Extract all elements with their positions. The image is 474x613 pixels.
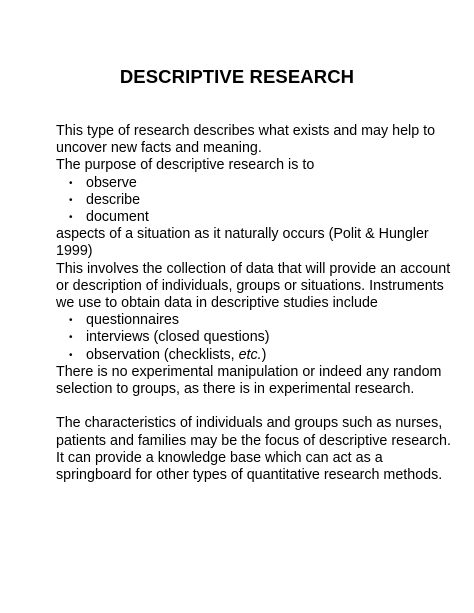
page-title: DESCRIPTIVE RESEARCH [119,66,355,87]
characteristics-paragraph: The characteristics of individuals and groups such as nurses, patients and families may be the focus of descriptive research. It can provide a knowledge base which can act as a springboard for other types of quantitative research methods. [56,415,451,484]
list-item-text: observe [86,174,137,191]
list-item-text-suffix: ) [261,346,267,363]
instruments-list [56,312,456,364]
bullet-icon: • [69,315,73,327]
list-item [56,209,456,226]
citation-paragraph: aspects of a situation as it naturally occurs (Polit & Hungler 1999) [56,226,429,260]
list-item [56,192,456,209]
bullet-icon: • [69,349,73,361]
intro-paragraph: This type of research describes what exists and may help to uncover new facts and meaning. [56,123,436,157]
purpose-list [56,175,456,227]
list-item-text-prefix: observation (checklists, [86,346,239,363]
paragraph-gap [56,398,456,415]
list-item-text: interviews (closed questions) [86,329,270,346]
list-item [56,312,456,329]
data-collection-paragraph: This involves the collection of data that will provide an account or description of individuals, groups or situations. Instruments we use to obtain data in descriptive studies include [56,260,451,312]
list-item-text: describe [86,191,141,208]
document-body [56,123,456,484]
list-item [56,347,456,364]
list-item [56,329,456,346]
purpose-paragraph: The purpose of descriptive research is to [56,157,315,174]
bullet-icon: • [69,212,73,224]
bullet-icon: • [69,194,73,206]
list-item-text: document [86,209,149,226]
manipulation-paragraph: There is no experimental manipulation or indeed any random selection to groups, as there is in experimental research. [56,363,442,398]
bullet-icon: • [69,332,73,344]
bullet-icon: • [69,177,73,189]
list-item-text: questionnaires [86,312,179,329]
list-item-text-italic: etc. [238,346,262,363]
list-item [56,175,456,192]
